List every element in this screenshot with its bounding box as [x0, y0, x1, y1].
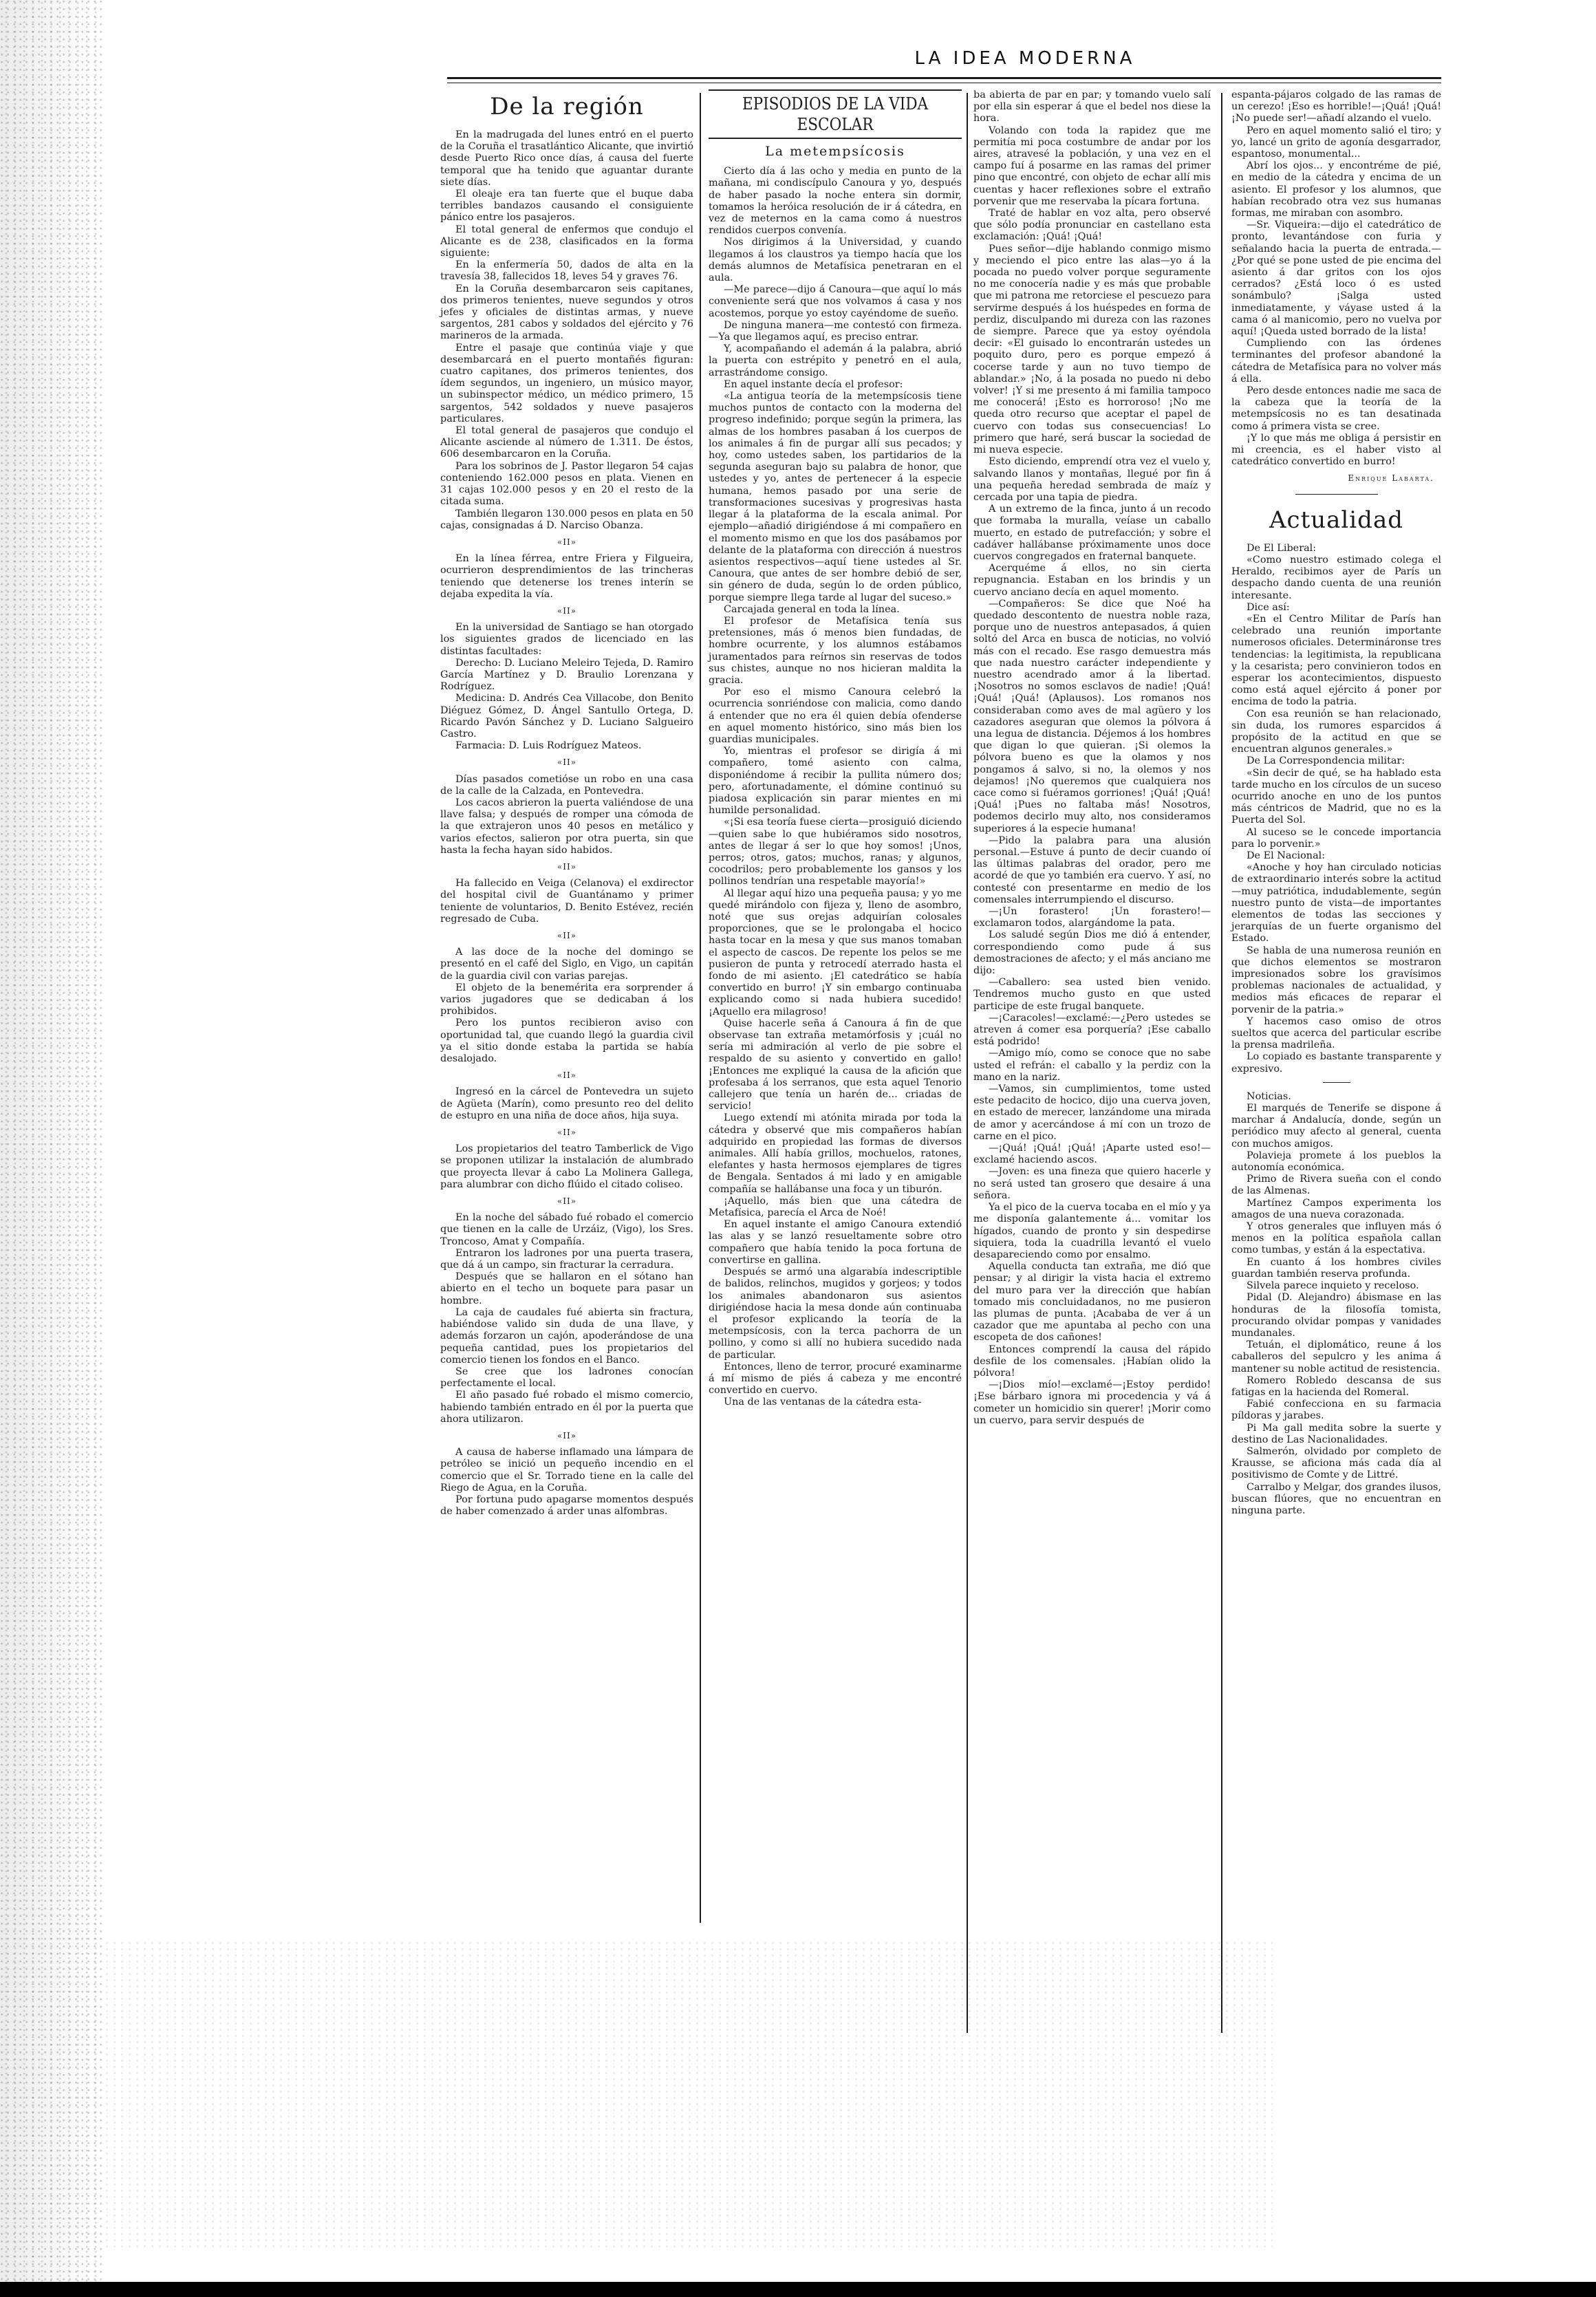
header-rule	[447, 77, 1441, 79]
paragraph: En la madrugada del lunes entró en el puerto de la Coruña el trasatlántico Alicante, que invirtió desde Puerto Rico once días, á causa del fuerte temporal que ha tenido que aguantar durante siete días.	[440, 129, 693, 188]
paragraph: Salmerón, olvidado por completo de Krausse, se aficiona más cada día al positivismo de Comte y de Littré.	[1231, 1445, 1441, 1481]
paragraph: Los saludé según Dios me dió á entender, correspondiendo como pude á sus demostraciones de afecto; y el más anciano me dijo:	[973, 929, 1211, 977]
divider-rule	[1295, 494, 1378, 495]
paragraph: Para los sobrinos de J. Pastor llegaron 54 cajas conteniendo 162.000 pesos en plata. Vienen en 31 cajas 102.000 pesos y en 20 el resto de la citada suma.	[440, 460, 693, 508]
article-subtitle: La metempsícosis	[765, 144, 905, 159]
paragraph: ¡Aquello, más bien que una cátedra de Metafísica, parecía el Arca de Noé!	[709, 1195, 962, 1219]
paragraph: Abrí los ojos... y encontréme de pié, en medio de la cátedra y encima de un asiento. El profesor y los alumnos, que habían recobrado otra vez sus humanas formas, me miraban con asombro.	[1231, 160, 1441, 219]
paragraph: Se habla de una numerosa reunión en que dichos elementos se mostraron impresionados sobre los gravísimos problemas nacionales de actualidad, y medios más eficaces de reparar el porvenir de la patria.»	[1231, 945, 1441, 1015]
column-episodios	[709, 89, 962, 1409]
paragraph: —¡Un forastero! ¡Un forastero!—exclamaron todos, alargándome la pata.	[973, 906, 1211, 929]
paragraph: Esto diciendo, emprendí otra vez el vuelo y, salvando llanos y montañas, llegué por fin á una pequeña heredad sembrada de maíz y cercada por una tapia de piedra.	[973, 456, 1211, 503]
paragraph: Después que se hallaron en el sótano han abierto en el techo un boquete para pasar un hombre.	[440, 1271, 693, 1306]
paragraph: Ingresó en la cárcel de Pontevedra un sujeto de Agüeta (Marín), como presunto reo del delito de estupro en una niña de doce años, hija suya.	[440, 1086, 693, 1121]
section-separator: «II»	[557, 537, 577, 547]
paragraph: El año pasado fué robado el mismo comercio, habiendo también entrado en él por la puerta que ahora utilizaron.	[440, 1390, 693, 1425]
paragraph: En la enfermería 50, dados de alta en la travesía 38, fallecidos 18, leves 54 y graves 76.	[440, 259, 693, 283]
paragraph: —Pido la palabra para una alusión personal.—Estuve á punto de decir cuando oí las últimas palabras del orador, pero me acordé de que yo también era cuervo. Y así, no contesté con presentarme en medio de los comensales interrumpiendo el discurso.	[973, 834, 1211, 905]
paragraph: Con esa reunión se han relacionado, sin duda, los rumores esparcidos á propósito de la actitud en que se encuentran algunos generales.»	[1231, 708, 1441, 755]
section-separator: «II»	[557, 1070, 577, 1081]
paragraph: En aquel instante el amigo Canoura extendió las alas y se lanzó resueltamente sobre otro compañero que había tenido la poca fortuna de convertirse en gallina.	[709, 1219, 962, 1266]
column-actualidad	[1231, 89, 1441, 1517]
paragraph: —Me parece—dijo á Canoura—que aquí lo más conveniente será que nos volvamos á casa y nos acostemos, porque yo estoy cayéndome de sueño.	[709, 284, 962, 319]
section-separator: «II»	[557, 861, 577, 872]
paragraph: «En el Centro Militar de París han celebrado una reunión importante numerosos oficiales. Determináronse tres tendencias: la legitimista, la republicana y la cesarista; pero convinieron todos en esperar los acontecimientos, dispuesto como está aquel ejército á poner por encima de todo la patria.	[1231, 613, 1441, 708]
paragraph: —¡Quá! ¡Quá! ¡Quá! ¡Aparte usted eso!—exclamé haciendo ascos.	[973, 1143, 1211, 1166]
paragraph: Entonces, lleno de terror, procuré examinarme á mí mismo de piés á cabeza y me encontré convertido en cuervo.	[709, 1361, 962, 1396]
paragraph: Pero desde entonces nadie me saca de la cabeza que la teoría de la metempsícosis no es tan desatinada como á primera vista se cree.	[1231, 385, 1441, 432]
paragraph: También llegaron 130.000 pesos en plata en 50 cajas, consignadas á D. Narciso Obanza.	[440, 508, 693, 531]
paragraph: «¡Si esa teoría fuese cierta—prosiguió diciendo—quien sabe lo que hubiéramos sido nosotros, antes de llegar á ser lo que hoy somos! ¡Unos, perros; otros, gatos; muchos, ranas; y algunos, cocodrilos; pero probablemente los gansos y los pollinos tendrían una respetable mayoría!»	[709, 817, 962, 887]
paragraph: A las doce de la noche del domingo se presentó en el café del Siglo, en Vigo, un capitán de la guardia civil con varias parejas.	[440, 947, 693, 982]
paragraph: Martínez Campos experimenta los amagos de una nueva corazonada.	[1231, 1197, 1441, 1220]
paragraph: «Sin decir de qué, se ha hablado esta tarde mucho en los círculos de un suceso ocurrido anoche en uno de los puntos más céntricos de Madrid, que no es la Puerta del Sol.	[1231, 767, 1441, 826]
section-separator: «II»	[557, 1196, 577, 1207]
paragraph: —¡Caracoles!—exclamé:—¿Pero ustedes se atreven á comer esa porquería? ¡Ese caballo está podrido!	[973, 1012, 1211, 1048]
paragraph: Los propietarios del teatro Tamberlick de Vigo se proponen utilizar la instalación de alumbrado que proyecta llevar á cabo La Molinera Gallega, para alumbrar con dicho flúido el citado coliseo.	[440, 1143, 693, 1190]
paragraph: Traté de hablar en voz alta, pero observé que sólo podía pronunciar en castellano esta exclamación: ¡Quá! ¡Quá!	[973, 208, 1211, 243]
paragraph: En aquel instante decía el profesor:	[724, 378, 903, 390]
paragraph: Silvela parece inquieto y receloso.	[1247, 1280, 1419, 1292]
paragraph: —¡Dios mío!—exclamé—¡Estoy perdido! ¡Ese bárbaro ignora mi procedencia y vá á cometer un homicidio sin querer! ¡Morir como un cuervo, para servir después de	[973, 1379, 1211, 1426]
paragraph: Acerquéme á ellos, no sin cierta repugnancia. Estaban en los brindis y un cuervo anciano decía en aquel momento.	[973, 563, 1211, 598]
paragraph: Volando con toda la rapidez que me permitía mi poca costumbre de andar por los aires, atravesé la población, y una vez en el campo fuí á posarme en las ramas del primer pino que encontré, con objeto de echar allí mis cuentas y hacer reflexiones sobre el extraño porvenir que me reservaba la pícara fortuna.	[973, 125, 1211, 207]
paragraph: Fabié confecciona en su farmacia píldoras y jarabes.	[1231, 1399, 1441, 1422]
paragraph: Luego extendí mi atónita mirada por toda la cátedra y observé que mis compañeros habían adquirido en propiedad las formas de diversos animales. Allí había grillos, mochuelos, ratones, elefantes y hasta hermosos ejemplares de tigres de Bengala. Sentados á mi lado y en amigable compañía se hallábanse una foca y un tiburón.	[709, 1112, 962, 1195]
paragraph: Una de las ventanas de la cátedra esta-	[724, 1396, 922, 1408]
paragraph: Al suceso se le concede importancia para lo porvenir.»	[1231, 826, 1441, 850]
column-body	[1231, 89, 1441, 1517]
paragraph: —Caballero: sea usted bien venido. Tendremos mucho gusto en que usted participe de este frugal banquete.	[973, 977, 1211, 1012]
paragraph: —Amigo mío, como se conoce que no sabe usted el refrán: el caballo y la perdiz con la mano en la nariz.	[973, 1048, 1211, 1083]
paragraph: El marqués de Tenerife se dispone á marchar á Andalucía, donde, según un periódico muy afecto al general, cuenta con muchos amigos.	[1231, 1103, 1441, 1150]
paragraph: ¡Y lo que más me obliga á persistir en mi creencia, es el haber visto al catedrático convertido en burro!	[1231, 432, 1441, 468]
paragraph: —Vamos, sin cumplimientos, tome usted este pedacito de hocico, dijo una cuerva joven, en estado de merecer, lanzándome una mirada de amor y acercándose á mí con un trozo de carne en el pico.	[973, 1083, 1211, 1142]
column-body	[709, 166, 962, 1408]
paragraph: Pi Ma gall medita sobre la suerte y destino de Las Nacionalidades.	[1231, 1422, 1441, 1445]
paragraph: Farmacia: D. Luis Rodríguez Mateos.	[455, 740, 642, 752]
paragraph: De El Liberal:	[1247, 542, 1317, 554]
paragraph: Ya el pico de la cuerva tocaba en el mío y ya me disponía galantemente á... vomitar los hígados, cuando de pronto y sin despedirse siquiera, toda la cuadrilla levantó el vuelo desapareciendo como por ensalmo.	[973, 1202, 1211, 1260]
paragraph: Tetuán, el diplomático, reune á los caballeros del sepulcro y les anima á mantener su noble actitud de resistencia.	[1231, 1339, 1441, 1374]
paragraph: Primo de Rivera sueña con el condo de las Almenas.	[1231, 1174, 1441, 1197]
paragraph: A un extremo de la finca, junto á un recodo que formaba la muralla, veíase un caballo muerto, en estado de putrefacción; y sobre el cadáver hallábanse próximamente unos doce cuervos congregados en fraternal banquete.	[973, 504, 1211, 562]
paragraph: Polavieja promete á los pueblos la autonomía económica.	[1231, 1150, 1441, 1174]
paragraph: Pero en aquel momento salió el tiro; y yo, lancé un grito de agonía desgarrador, espantoso, monumental...	[1231, 125, 1441, 160]
section-title-actualidad: Actualidad	[1269, 506, 1403, 534]
paragraph: Pero los puntos recibieron aviso con oportunidad tal, que cuando llegó la guardia civil ya el sitio donde estaba la partida se había desalojado.	[440, 1017, 693, 1065]
page-masthead: LA IDEA MODERNA	[914, 48, 1136, 69]
paragraph: «Como nuestro estimado colega el Heraldo, recibimos ayer de París un despacho dando cuenta de una reunión interesante.	[1231, 554, 1441, 601]
paragraph: En cuanto á los hombres civiles guardan también reserva profunda.	[1231, 1256, 1441, 1280]
paragraph: Y hacemos caso omiso de otros sueltos que acerca del particular escribe la prensa madrileña.	[1231, 1015, 1441, 1051]
paragraph: Derecho: D. Luciano Meleiro Tejeda, D. Ramiro García Martínez y D. Braulio Lorenzana y Rodríguez.	[440, 657, 693, 693]
paragraph: Por eso el mismo Canoura celebró la ocurrencia sonriéndose con malicia, como dando á entender que no era él quien debía ofenderse en aquel momento histórico, sino más bien los guardias municipales.	[709, 687, 962, 745]
section-separator: «II»	[557, 931, 577, 940]
section-title-region: De la región	[490, 93, 644, 120]
paragraph: espanta-pájaros colgado de las ramas de un cerezo! ¡Eso es horrible!—¡Quá! ¡Quá! ¡No puede ser!—añadí alzando el vuelo.	[1231, 89, 1441, 125]
paragraph: Dice así:	[1247, 601, 1290, 613]
paragraph: Entre el pasaje que continúa viaje y que desembarcará en el puerto montañés figuran: cuatro capitanes, dos primeros tenientes, dos ídem segundos, un ingeniero, un músico mayor, un subinspector médico, un médico primero, 15 sargentos, 542 soldados y nueve pasajeros particulares.	[440, 342, 693, 424]
paragraph: Quise hacerle seña á Canoura á fin de que observase tan extraña metamórfosis y ¡cuál no sería mi admiración al verlo de pie sobre el respaldo de su asiento y convertido en gallo! ¡Entonces me expliqué la causa de la afición que profesaba á los serranos, que esta aquel Tenorio callejero que tenía un harén de... criadas de servicio!	[709, 1017, 962, 1112]
paragraph: «Anoche y hoy han circulado noticias de extraordinario interés sobre la actitud —muy patriótica, indudablemente, según nuestro punto de vista—de importantes elementos de todas las secciones y jerarquías de un fuerte organismo del Estado.	[1231, 862, 1441, 945]
section-separator: «II»	[557, 1128, 577, 1138]
scan-bottom-bar	[0, 2282, 1596, 2297]
paragraph: La caja de caudales fué abierta sin fractura, habiéndose valido sin duda de una llave, y además forzaron un cajón, apoderándose de una pequeña cantidad, pues los propietarios del comercio tienen los fondos en el Banco.	[440, 1306, 693, 1366]
paragraph: Ha fallecido en Veiga (Celanova) el exdirector del hospital civil de Guantánamo y primer teniente de voluntarios, D. Benito Estévez, recién regresado de Cuba.	[440, 878, 693, 925]
paragraph: Días pasados cometióse un robo en una casa de la calle de la Calzada, en Pontevedra.	[440, 773, 693, 797]
column-divider	[967, 93, 968, 2033]
paragraph: —Compañeros: Se dice que Noé ha quedado descontento de nuestra noble raza, porque uno de nuestros antepasados, á quien soltó del Arca en busca de noticias, no volvió más con el recado. Ese rasgo demuestra más que nada nuestro carácter independiente y nuestro acendrado amor á la libertad. ¡Nosotros no somos esclavos de nadie! ¡Quá! ¡Quá! ¡Quá! (Aplausos). Los romanos nos consideraban como aves de mal agüero y los cazadores aseguran que olemos la pólvora á una legua de distancia. Déjemos á los hombres que digan lo que quieran. ¡Si olemos la pólvora bueno es que la olamos y nos pongamos á salvo, si no, la olemos y nos dejamos! ¡No queremos que cualquiera nos cace como si fuéramos gorriones! ¡Quá! ¡Quá! ¡Quá! ¡Pues no faltaba más! Nosotros, podemos decirlo muy alto, nos consideramos superiores á la especie humana!	[973, 598, 1211, 834]
paragraph: Yo, mientras el profesor se dirigía á mi compañero, tomé asiento con calma, disponiéndome á recibir la pullita número dos; pero, afortunadamente, el dómine continuó su piadosa explicación sin parar mientes en mi humilde personalidad.	[709, 746, 962, 817]
scan-noise-bottom	[103, 1940, 1273, 2250]
paragraph: Por fortuna pudo apagarse momentos después de haber comenzado á arder unas alfombras.	[440, 1493, 693, 1518]
paragraph: Carcajada general en toda la línea.	[724, 603, 900, 615]
paragraph: ba abierta de par en par; y tomando vuelo salí por ella sin esperar á que el bedel nos diese la hora.	[973, 89, 1211, 125]
paragraph: Pidal (D. Alejandro) ábismase en las honduras de la filosofía tomista, procurando olvidar pompas y vanidades mundanales.	[1231, 1292, 1441, 1339]
paragraph: Lo copiado es bastante transparente y expresivo.	[1231, 1051, 1441, 1075]
divider-rule	[1323, 1082, 1350, 1083]
paragraph: Medicina: D. Andrés Cea Villacobe, don Benito Diéguez Gómez, D. Ángel Santullo Ortega, D. Ricardo Pavón Sánchez y D. Luciano Salgueiro Castro.	[440, 693, 693, 740]
column-region-news	[440, 89, 693, 1518]
paragraph: —Joven: es una fineza que quiero hacerle y no será usted tan grosero que desaire á una señora.	[973, 1166, 1211, 1201]
paragraph: Noticias.	[1247, 1090, 1291, 1102]
section-separator: «II»	[557, 605, 577, 616]
paragraph: Y otros generales que influyen más ó menos en la política española callan como tumbas, y están á la espectativa.	[1231, 1221, 1441, 1256]
author-signature: Enrique Labarta.	[1348, 473, 1434, 483]
section-title-episodios: EPISODIOS DE LA VIDA ESCOLAR	[709, 89, 962, 139]
column-divider	[1221, 93, 1222, 2033]
column-body	[973, 89, 1211, 1427]
paragraph: De El Nacional:	[1247, 850, 1326, 861]
paragraph: El total general de pasajeros que condujo el Alicante asciende al número de 1.311. De éstos, 606 desembarcaron en la Coruña.	[440, 425, 693, 460]
paragraph: El objeto de la benemérita era sorprender á varios jugadores que se dedicaban á los prohibidos.	[440, 982, 693, 1017]
column-episodios-continued	[973, 89, 1211, 1427]
column-body	[440, 129, 693, 1518]
paragraph: Entonces comprendí la causa del rápido desfile de los comensales. ¡Habían olido la pólvora!	[973, 1344, 1211, 1379]
paragraph: Pues señor—dije hablando conmigo mismo y meciendo el pico entre las alas—yo á la pocada no puedo volver porque seguramente no me conocería nadie y es más que probable que mi patrona me retorciese el pescuezo para servirme después á los huéspedes en forma de perdiz, disculpando mi dureza con las razones de siempre. Parece que ya estoy oyéndola decir: «El guisado lo encontrarán ustedes un poquito duro, pero es porque empezó á cocerse tarde y aun no tuvo tiempo de ablandar.» ¡No, á la posada no puedo ni debo volver! ¡Y si me presento á mi familia tampoco me conocerá! ¡Esto es horroroso! ¡No me queda otro recurso que aceptar el papel de cuervo con todas sus consecuencias! Lo primero que haré, será buscar la sociedad de mi nueva especie.	[973, 243, 1211, 456]
paragraph: Nos dirigimos á la Universidad, y cuando llegamos á los claustros ya tiempo hacía que los demás alumnos de Metafísica penetraran en el aula.	[709, 237, 962, 284]
paragraph: En la noche del sábado fué robado el comercio que tienen en la calle de Urzáiz, (Vigo), los Sres. Troncoso, Amat y Compañía.	[440, 1212, 693, 1247]
paragraph: Cumpliendo con las órdenes terminantes del profesor abandoné la cátedra de Metafísica para no volver más á ella.	[1231, 338, 1441, 385]
paragraph: «La antigua teoría de la metempsícosis tiene muchos puntos de contacto con la moderna del progreso indefinido; porque según la primera, las almas de los hombres pasaban á los cuerpos de los animales á fin de purgar allí sus pecados; y hoy, como ustedes saben, los partidarios de la segunda aseguran bajo su palabra de honor, que ustedes y yo, antes de pertenecer á la especie humana, hemos pasado por una serie de transformaciones sucesivas y progresivas hasta llegar á la plataforma de la escala animal. Por ejemplo—añadió dirigiéndose á mi compañero en el momento mismo en que los dos pasábamos por delante de la plataforma con dirección á nuestros asientos respectivos—aquí tiene ustedes al Sr. Canoura, que antes de ser hombre debió de ser, sin género de duda, según lo de orden público, porque siempre llega tarde al lugar del suceso.»	[709, 391, 962, 603]
paragraph: Después se armó una algarabía indescriptible de balidos, relinchos, mugidos y gorjeos; y todos los animales abandonaron sus asientos dirigiéndose hacia la mesa donde aún continuaba el profesor explicando la teoría de la metempsícosis, con la terca pachorra de un pollino, y como si allí no hubiera sucedido nada de particular.	[709, 1266, 962, 1361]
paragraph: De La Correspondencia militar:	[1247, 755, 1405, 767]
section-separator: «II»	[557, 757, 577, 768]
paragraph: A causa de haberse inflamado una lámpara de petróleo se inició un pequeño incendio en el comercio que el Sr. Torrado tiene en la calle del Riego de Agua, en la Coruña.	[440, 1447, 693, 1493]
paragraph: En la universidad de Santiago se han otorgado los siguientes grados de licenciado en las distintas facultades:	[440, 622, 693, 657]
paragraph: Aquella conducta tan extraña, me dió que pensar; y al dirigir la vista hacia el extremo del muro para ver la dirección que habían tomado mis concluidadanos, no me pusieron las plumas de punta. ¡Acababa de ver á un cazador que me apuntaba al pecho con una escopeta de dos cañones!	[973, 1261, 1211, 1344]
paragraph: Romero Robledo descansa de sus fatigas en la hacienda del Romeral.	[1231, 1374, 1441, 1398]
paragraph: Carralbo y Melgar, dos grandes ilusos, buscan flúores, que no encuentran en ninguna parte.	[1231, 1481, 1441, 1516]
paragraph: Y, acompañando el ademán á la palabra, abrió la puerta con estrépito y penetró en el aula, arrastrándome consigo.	[709, 343, 962, 378]
paragraph: Al llegar aquí hizo una pequeña pausa; y yo me quedé mirándolo con fijeza y, lleno de asombro, noté que sus orejas adquirían colosales proporciones, que se le prolongaba el hocico hasta tocar en la mesa y que sus manos tomaban el aspecto de cascos. De repente los pelos se me pusieron de punta y retrocedí aterrado hasta el fondo de mi asiento. ¡El catedrático se había convertido en burro! ¡Y sin embargo continuaba explicando como si nada hubiera sucedido! ¡Aquello era milagroso!	[709, 887, 962, 1017]
paragraph: Se cree que los ladrones conocían perfectamente el local.	[440, 1366, 693, 1390]
paragraph: En la Coruña desembarcaron seis capitanes, dos primeros tenientes, nueve segundos y otros jefes y oficiales de distintas armas, y nueve sargentos, 281 cabos y soldados del ejército y 76 marineros de la armada.	[440, 283, 693, 342]
paragraph: De ninguna manera—me contestó con firmeza.—Ya que llegamos aquí, es preciso entrar.	[709, 319, 962, 343]
paragraph: El oleaje era tan fuerte que el buque daba terribles bandazos causando el consiguiente pánico entre los pasajeros.	[440, 188, 693, 224]
paragraph: El profesor de Metafísica tenía sus pretensiones, más ó menos bien fundadas, de hombre ocurrente, y los alumnos estábamos juramentados para reírnos sin reservas de todos sus chistes, aunque no nos hicieran maldita la gracia.	[709, 615, 962, 686]
paragraph: Los cacos abrieron la puerta valiéndose de una llave falsa; y después de romper una cómoda de la que extrajeron unos 40 pesos en metálico y varios efectos, salieron por otra puerta, sin que hasta la fecha hayan sido habidos.	[440, 797, 693, 856]
paragraph: El total general de enfermos que condujo el Alicante es de 238, clasificados en la forma siguiente:	[440, 224, 693, 259]
paragraph: Entraron los ladrones por una puerta trasera, que dá á un campo, sin fracturar la cerradura.	[440, 1247, 693, 1271]
paragraph: En la línea férrea, entre Friera y Filgueira, ocurrieron desprendimientos de las trincheras teniendo que detenerse los trenes interín se dejaba expedita la vía.	[440, 553, 693, 600]
scan-edge-left	[0, 0, 103, 2297]
section-separator: «II»	[557, 1430, 577, 1441]
paragraph: —Sr. Viqueira:—dijo el catedrático de pronto, levantándose con furia y señalando hacia la puerta de entrada.—¿Por qué se pone usted de pie encima del asiento á dar gritos con los ojos cerrados? ¿Está loco ó es usted sonámbulo? ¡Salga usted inmediatamente, y váyase usted á la cama ó al manicomio, pero no vuelva por aquí! ¡Queda usted borrado de la lista!	[1231, 219, 1441, 338]
column-divider	[700, 93, 701, 1923]
paragraph: Cierto día á las ocho y media en punto de la mañana, mi condiscípulo Canoura y yo, después de haber pasado la noche entera sin dormir, tomamos la heróica resolución de ir á cátedra, en vez de meternos en la cama como á nuestros rendidos cuerpos convenía.	[709, 166, 962, 237]
